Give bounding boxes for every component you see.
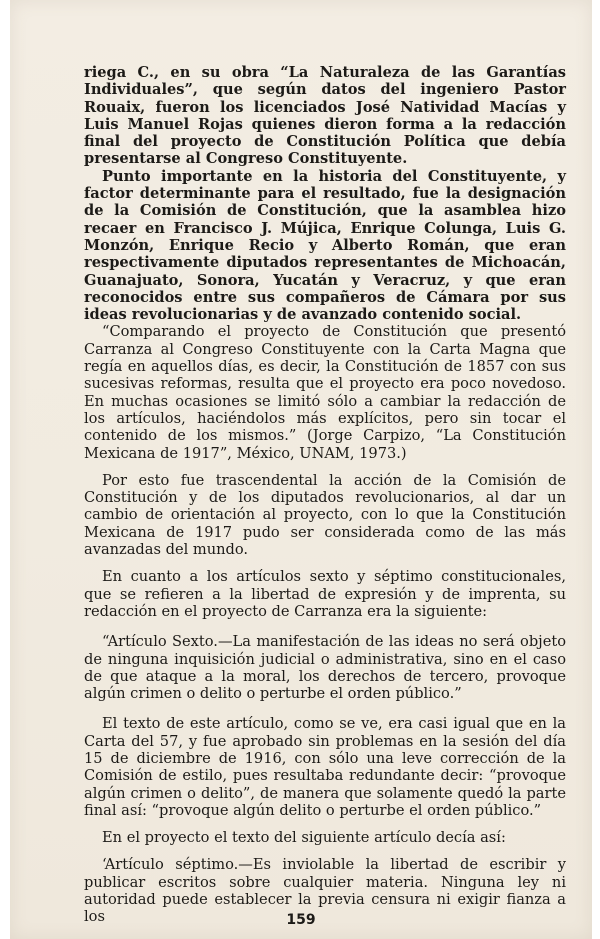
quote-article-six: “Artículo Sexto.—La manifestación de las ideas no será objeto de ninguna inquisición judicial o administrativa, sino en el caso de que ataque a la moral, los derechos de tercero, provoque algún crimen o delito o perturbe el orden público.” bbox=[84, 633, 566, 703]
page-number: 159 bbox=[286, 912, 316, 928]
paragraph-transcendental: Por esto fue trascendental la acción de la Comisión de Constitución y de los diputados revolucionarios, al dar un cambio de orientación al proyecto, con lo que la Constitución Mexicana de 1917 pudo ser considerada como de las más avanzadas del mundo. bbox=[84, 471, 566, 559]
paragraph-articles-intro: En cuanto a los artículos sexto y séptimo constitucionales, que se refieren a la libertad de expresión y de imprenta, su redacción en el proyecto de Carranza era la siguiente: bbox=[84, 568, 566, 620]
paragraph-article-text: El texto de este artículo, como se ve, era casi igual que en la Carta del 57, y fue aprobado sin problemas en la sesión del día 15 de diciembre de 1916, con sólo una leve corrección de la Comisión de estilo, pues resultaba redundante decir: “provoque algún crimen o delito”, de manera que solamente quedó la parte final así: “provoque algún delito o perturbe el orden público.” bbox=[84, 715, 566, 819]
quote-article-seven: ‘Artículo séptimo.—Es inviolable la libertad de escribir y publicar escritos sobre cualquier materia. Ninguna ley ni autoridad puede establecer la previa censura ni exigir fianza a los bbox=[84, 856, 566, 926]
paragraph-commission: Punto importante en la historia del Constituyente, y factor determinante para el resultado, fue la designación de la Comisión de Constitución, que la asamblea hizo recaer en Francisco J. Mújica, Enrique Colunga, Luis G. Monzón, Enrique Recio y Alberto Román, que eran respectivamente diputados representantes de Michoacán, Guanajuato, Sonora, Yucatán y Veracruz, y que eran reconocidos entre sus compañeros de Cámara por sus ideas revolucionarias y de avanzado contenido social. bbox=[84, 167, 566, 324]
paragraph-continuation: riega C., en su obra “La Naturaleza de las Garantías Individuales”, que según datos del ingeniero Pastor Rouaix, fueron los licenciados José Natividad Macías y Luis Manuel Rojas quienes dieron forma a la redacción final del proyecto de Constitución Política que debía presentarse al Congreso Constituyente. bbox=[84, 64, 566, 168]
body-text bbox=[84, 64, 566, 926]
paragraph-carpizo-quote: “Comparando el proyecto de Constitución que presentó Carranza al Congreso Constituyente con la Carta Magna que regía en aquellos días, es decir, la Constitución de 1857 con sus sucesivas reformas, resulta que el proyecto era poco novedoso. En muchas ocasiones se limitó sólo a cambiar la redacción de los artículos, haciéndolos más explícitos, pero sin tocar el contenido de los mismos.” (Jorge Carpizo, “La Constitución Mexicana de 1917”, México, UNAM, 1973.) bbox=[84, 323, 566, 462]
book-page bbox=[10, 0, 592, 939]
paragraph-next-article: En el proyecto el texto del siguiente artículo decía así: bbox=[102, 829, 506, 847]
